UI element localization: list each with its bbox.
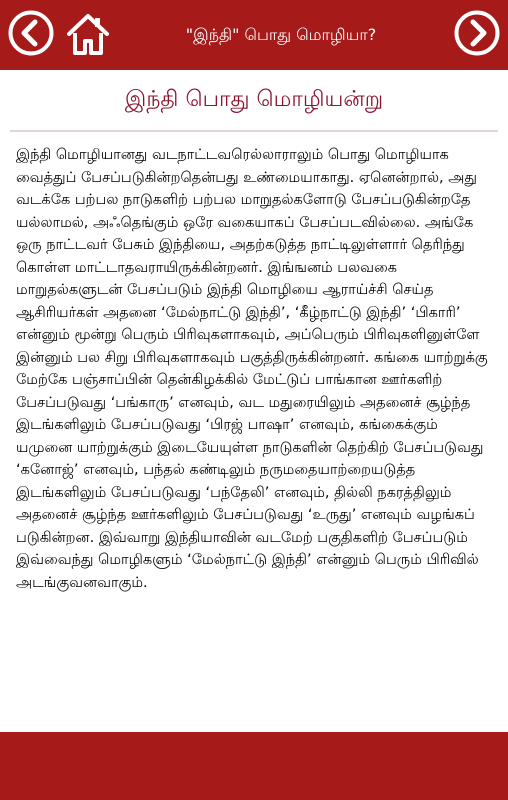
bottom-bar [0,732,508,800]
article-body: இந்தி மொழியானது வடநாட்டவரெல்லாராலும் பொது மொழியாக வைத்துப் பேசப்படுகின்றதென்பது உண்மையாகாது. ஏனென்றால், அது வடக்கே பற்பல நாடுகளிற் பற்பல மாறுதல்களோடு பேசப்படுகின்றதே யல்லாமல், அஃதெங்கும் ஒரே வகையாகப் பேசப்படவில்லை. அங்கே ஒரு நாட்டவர் பேசும் இந்தியை, அதற்கடுத்த நாட்டிலுள்ளார் தெரிந்து கொள்ள மாட்டாதவராயிருக்கின்றனர். இங்ஙனம் பலவகை மாறுதல்களுடன் பேசப்படும் இந்தி மொழியை ஆராய்ச்சி செய்த ஆசிரியர்கள் அதனை ‘மேல்நாட்டு இந்தி’, ‘கீழ்நாட்டு இந்தி’ ‘பிகாரி’ என்னும் மூன்று பெரும் பிரிவுகளாகவும், அப்பெரும் பிரிவுகளினுள்ளே இன்னும் பல சிறு பிரிவுகளாகவும் பகுத்திருக்கின்றனர். கங்கை யாற்றுக்கு மேற்கே பஞ்சாப்பின் தென்கிழக்கில் மேட்டுப் பாங்கான ஊர்களிற் பேசப்படுவது ‘பங்காரு’ எனவும், வட மதுரையிலும் அதனைச் சூழ்ந்த இடங்களிலும் பேசப்படுவது ‘பிரஜ் பாஷா’ எனவும், கங்கைக்கும் யமுனை யாற்றுக்கும் இடையேயுள்ள நாடுகளின் தெற்கிற் பேசப்படுவது ‘கனோஜ்’ எனவும், பந்தல் கண்டிலும் நருமதையாற்றையடுத்த இடங்களிலும் பேசப்படுவது ‘பந்தேலி’ எனவும், தில்லி நகரத்திலும் அதனைச் சூழ்ந்த ஊர்களிலும் பேசப்படுவது ‘உருது’ எனவும் வழங்கப் படுகின்றன. இவ்வாறு இந்தியாவின் வடமேற் பகுதிகளிற் பேசப்படும் இவ்வைந்து மொழிகளும் ‘மேல்நாட்டு இந்தி’ என்னும் பெரும் பிரிவில் அடங்குவனவாகும். [16,147,488,591]
article-content [0,70,508,732]
top-app-bar [0,0,508,70]
home-icon [66,12,110,56]
next-button[interactable] [454,10,500,56]
back-button[interactable] [8,10,54,56]
chevron-right-icon [454,10,500,56]
article-heading: இந்தி பொது மொழியன்று [124,87,384,112]
page-title: "இந்தி" பொது மொழியா? [185,25,377,44]
chevron-left-icon [8,10,54,56]
home-button[interactable] [66,12,110,56]
heading-divider [10,130,498,132]
